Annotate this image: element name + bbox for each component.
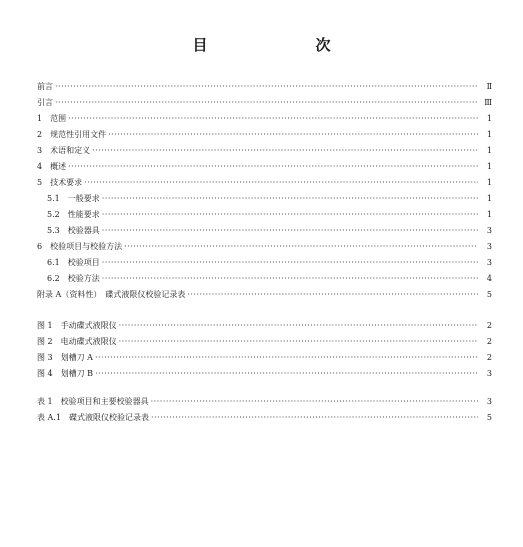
toc-label: 2 规范性引用文件 (37, 130, 107, 139)
toc-entry-figure-3[interactable] (37, 350, 492, 366)
page-title: 目 次 (192, 36, 357, 54)
toc-page: 1 (486, 114, 492, 123)
toc-page: Ⅱ (486, 82, 492, 91)
toc-entry-figure-2[interactable] (37, 334, 492, 350)
toc-entry-normative-references[interactable] (37, 127, 492, 143)
toc-page: 3 (486, 397, 492, 406)
toc-label: 6.2 校验方法 (47, 274, 100, 283)
toc-entry-verification-items[interactable] (37, 255, 492, 271)
leader-dots (119, 318, 478, 334)
leader-dots (68, 111, 478, 127)
toc-label: 图 3 划槽刀 A (37, 353, 93, 362)
leader-dots (124, 239, 478, 255)
toc-entry-scope[interactable] (37, 111, 492, 127)
toc-page: 3 (486, 369, 492, 378)
toc-entry-verification-methods[interactable] (37, 271, 492, 287)
toc-label: 图 2 电动碟式液限仪 (37, 337, 117, 346)
toc-page: 4 (486, 274, 492, 283)
toc-entry-table-1[interactable] (37, 394, 492, 410)
leader-dots (95, 366, 478, 382)
toc-label: 附录 A（资料性） 碟式液限仪校验记录表 (37, 290, 186, 299)
toc-figures (37, 318, 492, 382)
toc-entry-table-a1[interactable] (37, 410, 492, 426)
toc-page: 2 (486, 337, 492, 346)
toc-entry-figure-1[interactable] (37, 318, 492, 334)
leader-dots (102, 191, 478, 207)
toc-entry-performance-requirements[interactable] (37, 207, 492, 223)
leader-dots (108, 127, 478, 143)
toc-entry-figure-4[interactable] (37, 366, 492, 382)
toc-page: 5 (486, 413, 492, 422)
leader-dots (102, 255, 478, 271)
leader-dots (102, 271, 478, 287)
toc-page: 1 (486, 210, 492, 219)
toc-contents (37, 79, 492, 303)
toc-page: 1 (486, 146, 492, 155)
toc-page: 2 (486, 353, 492, 362)
leader-dots (84, 175, 478, 191)
toc-entry-terms-definitions[interactable] (37, 143, 492, 159)
toc-label: 5.3 校验器具 (47, 226, 100, 235)
toc-label: 5.2 性能要求 (47, 210, 100, 219)
leader-dots (151, 394, 478, 410)
toc-entry-preface[interactable] (37, 79, 492, 95)
leader-dots (92, 143, 478, 159)
toc-entry-verification-items-methods[interactable] (37, 239, 492, 255)
leader-dots (102, 207, 478, 223)
toc-label: 图 1 手动碟式液限仪 (37, 321, 117, 330)
toc-page: 1 (486, 194, 492, 203)
toc-label: 6.1 校验项目 (47, 258, 100, 267)
toc-label: 表 A.1 碟式液限仪校验记录表 (37, 413, 149, 422)
toc-page: 5 (486, 290, 492, 299)
leader-dots (55, 79, 478, 95)
leader-dots (151, 410, 478, 426)
toc-page: 2 (486, 321, 492, 330)
toc-page: Ⅲ (484, 98, 492, 107)
leader-dots (119, 334, 478, 350)
toc-entry-overview[interactable] (37, 159, 492, 175)
leader-dots (55, 95, 478, 111)
toc-entry-technical-requirements[interactable] (37, 175, 492, 191)
toc-label: 5.1 一般要求 (47, 194, 100, 203)
toc-label: 表 1 校验项目和主要校验器具 (37, 397, 149, 406)
toc-label: 6 校验项目与校验方法 (37, 242, 123, 251)
leader-dots (102, 223, 478, 239)
leader-dots (95, 350, 478, 366)
toc-page: 1 (486, 162, 492, 171)
toc-label: 1 范围 (37, 114, 67, 123)
toc-page: 3 (486, 258, 492, 267)
toc-label: 前言 (37, 82, 53, 91)
toc-label: 图 4 划槽刀 B (37, 369, 94, 378)
toc-tables (37, 394, 492, 426)
toc-label: 3 术语和定义 (37, 146, 91, 155)
toc-entry-introduction[interactable] (37, 95, 492, 111)
toc-entry-general-requirements[interactable] (37, 191, 492, 207)
toc-label: 4 概述 (37, 162, 67, 171)
toc-entry-verification-instruments[interactable] (37, 223, 492, 239)
toc-label: 引言 (37, 98, 53, 107)
toc-entry-appendix-a[interactable] (37, 287, 492, 303)
toc-page: 1 (486, 130, 492, 139)
toc-page: 3 (486, 242, 492, 251)
toc-label: 5 技术要求 (37, 178, 83, 187)
leader-dots (187, 287, 478, 303)
leader-dots (68, 159, 478, 175)
toc-page: 1 (486, 178, 492, 187)
toc-page: 3 (486, 226, 492, 235)
